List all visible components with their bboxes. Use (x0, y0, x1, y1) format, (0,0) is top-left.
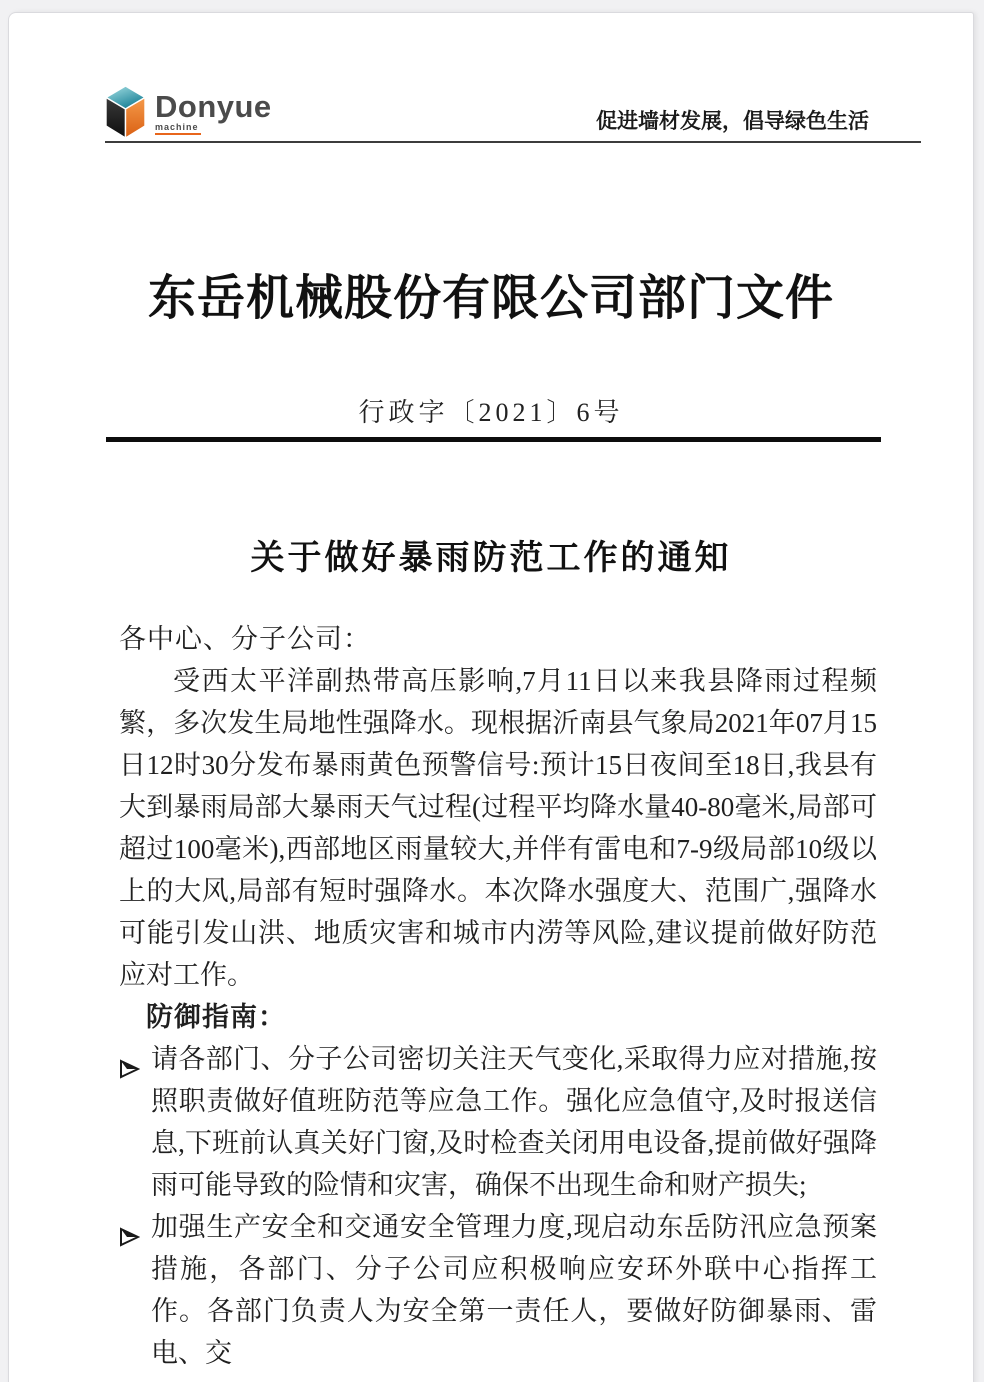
guide-bullet-list (119, 1038, 877, 1374)
list-item (119, 1038, 877, 1206)
document-page (8, 12, 974, 1382)
logo-wordmark (155, 88, 272, 135)
salutation: 各中心、分子公司： (119, 624, 371, 654)
bullet-text: 请各部门、分子公司密切关注天气变化,采取得力应对措施,按照职责做好值班防范等应急工作。强化应急值守,及时报送信息,下班前认真关好门窗,及时检查关闭用电设备,提前做好强降雨可能导致的险情和灾害，确保不出现生命和财产损失; (151, 1044, 877, 1200)
guide-heading: 防御指南： (146, 1002, 286, 1032)
brand-name: Donyue (155, 88, 272, 124)
bullet-text: 加强生产安全和交通安全管理力度,现启动东岳防汛应急预案措施，各部门、分子公司应积极响应安环外联中心指挥工作。各部门负责人为安全第一责任人，要做好防御暴雨、雷电、交 (151, 1212, 877, 1368)
brand-subtitle: machine (155, 123, 201, 135)
arrow-bullet-icon (119, 1038, 151, 1091)
donyue-cube-logo-icon (105, 85, 146, 140)
company-logo (105, 85, 272, 141)
document-body (119, 618, 877, 1374)
notice-title: 关于做好暴雨防范工作的通知 (250, 540, 732, 577)
document-number: 行政字〔2021〕6号 (358, 398, 624, 427)
letterhead (105, 13, 921, 143)
document-title: 东岳机械股份有限公司部门文件 (147, 272, 834, 325)
intro-paragraph: 受西太平洋副热带高压影响,7月11日以来我县降雨过程频繁，多次发生局地性强降水。现根据沂南县气象局2021年07月15日12时30分发布暴雨黄色预警信号:预计15日夜间至18日,我县有大到暴雨局部大暴雨天气过程(过程平均降水量40-80毫米,局部可超过100毫米),西部地区雨量较大,并伴有雷电和7-9级局部10级以上的大风,局部有短时强降水。本次降水强度大、范围广,强降水可能引发山洪、地质灾害和城市内涝等风险,建议提前做好防范应对工作。 (119, 666, 877, 990)
header-slogan: 促进墙材发展，倡导绿色生活 (596, 110, 869, 133)
arrow-bullet-icon (119, 1206, 151, 1259)
title-divider-rule (106, 437, 881, 442)
list-item (119, 1206, 877, 1374)
